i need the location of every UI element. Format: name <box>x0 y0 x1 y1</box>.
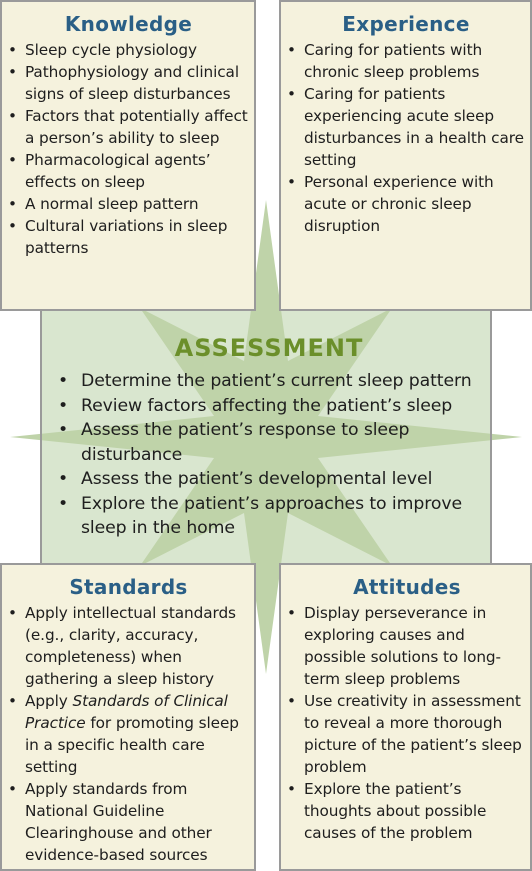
standards-title: Standards <box>69 575 188 599</box>
list-item-text: Use creativity in assessment to reveal a more thorough picture of the patient’s sleep problem <box>304 692 522 776</box>
list-item <box>7 39 250 61</box>
list-item-text: Personal experience with acute or chronic sleep disruption <box>304 173 494 235</box>
list-item <box>52 418 486 467</box>
bullet-icon: • <box>8 151 17 169</box>
list-item-text: Assess the patient’s developmental level <box>81 469 433 489</box>
assessment-list <box>52 369 486 541</box>
bullet-icon: • <box>8 195 17 213</box>
bullet-icon: • <box>58 420 69 440</box>
bullet-icon: • <box>8 692 17 710</box>
bullet-icon: • <box>287 604 296 622</box>
attitudes-box <box>279 563 532 871</box>
list-item-emphasis: Standards of Clinical Practice <box>25 692 228 732</box>
bullet-icon: • <box>287 85 296 103</box>
list-item-text: for promoting sleep in a specific health care setting <box>25 714 239 776</box>
bullet-icon: • <box>58 469 69 489</box>
standards-list <box>7 602 250 866</box>
list-item-text: A normal sleep pattern <box>25 195 199 213</box>
list-item <box>286 690 528 778</box>
list-item-text: Explore the patient’s approaches to improve sleep in the home <box>81 493 462 538</box>
bullet-icon: • <box>58 371 69 391</box>
list-item <box>7 778 250 866</box>
bullet-icon: • <box>58 395 69 416</box>
list-item <box>286 602 528 690</box>
assessment-box <box>40 311 492 563</box>
list-item-text: Determine the patient’s current sleep pattern <box>81 371 472 391</box>
attitudes-title: Attitudes <box>353 575 461 599</box>
list-item-text: Factors that potentially affect a person’s ability to sleep <box>25 107 248 147</box>
bullet-icon: • <box>287 780 296 798</box>
list-item <box>286 171 526 237</box>
list-item <box>7 602 250 690</box>
list-item <box>7 215 250 259</box>
list-item-text: Caring for patients with chronic sleep problems <box>304 41 483 81</box>
knowledge-list <box>7 39 250 259</box>
list-item-text: Display perseverance in exploring causes and possible solutions to long-term sleep problems <box>304 604 501 688</box>
list-item-text: Apply <box>25 692 73 710</box>
bullet-icon: • <box>58 493 69 514</box>
bullet-icon: • <box>287 41 296 59</box>
list-item-text: Apply intellectual standards (e.g., clarity, accuracy, completeness) when gathering a sleep history <box>25 604 236 688</box>
bullet-icon: • <box>287 173 296 191</box>
list-item <box>7 149 250 193</box>
list-item <box>7 105 250 149</box>
list-item-text: Cultural variations in sleep patterns <box>25 217 228 257</box>
list-item <box>286 778 528 844</box>
list-item-text: Review factors affecting the patient’s sleep <box>81 395 453 416</box>
list-item <box>52 492 486 541</box>
list-item <box>7 61 250 105</box>
knowledge-title: Knowledge <box>64 12 193 36</box>
standards-box <box>0 563 256 871</box>
bullet-icon: • <box>287 692 296 710</box>
list-item <box>52 369 486 394</box>
assessment-title: ASSESSMENT <box>174 334 364 362</box>
list-item-text: Sleep cycle physiology <box>25 41 197 59</box>
list-item-text: Assess the patient’s response to sleep disturbance <box>81 420 410 465</box>
list-item-text: Explore the patient’s thoughts about possible causes of the problem <box>304 780 487 842</box>
list-item <box>286 39 526 83</box>
bullet-icon: • <box>8 41 17 59</box>
list-item <box>52 394 486 419</box>
bullet-icon: • <box>8 604 17 622</box>
list-item-text: Caring for patients experiencing acute sleep disturbances in a health care setting <box>304 85 524 169</box>
knowledge-box <box>0 0 256 311</box>
attitudes-list <box>286 602 528 844</box>
list-item-text: Pathophysiology and clinical signs of sleep disturbances <box>25 63 239 103</box>
bullet-icon: • <box>8 780 17 798</box>
list-item <box>286 83 526 171</box>
list-item-text: Apply standards from National Guideline Clearinghouse and other evidence-based sources <box>25 780 212 864</box>
list-item-text: Pharmacological agents’ effects on sleep <box>25 151 211 191</box>
list-item <box>7 193 250 215</box>
experience-list <box>286 39 526 237</box>
list-item <box>7 690 250 778</box>
bullet-icon: • <box>8 63 17 81</box>
experience-box <box>279 0 532 311</box>
list-item <box>52 467 486 492</box>
bullet-icon: • <box>8 217 17 235</box>
experience-title: Experience <box>342 12 470 36</box>
bullet-icon: • <box>8 107 17 125</box>
